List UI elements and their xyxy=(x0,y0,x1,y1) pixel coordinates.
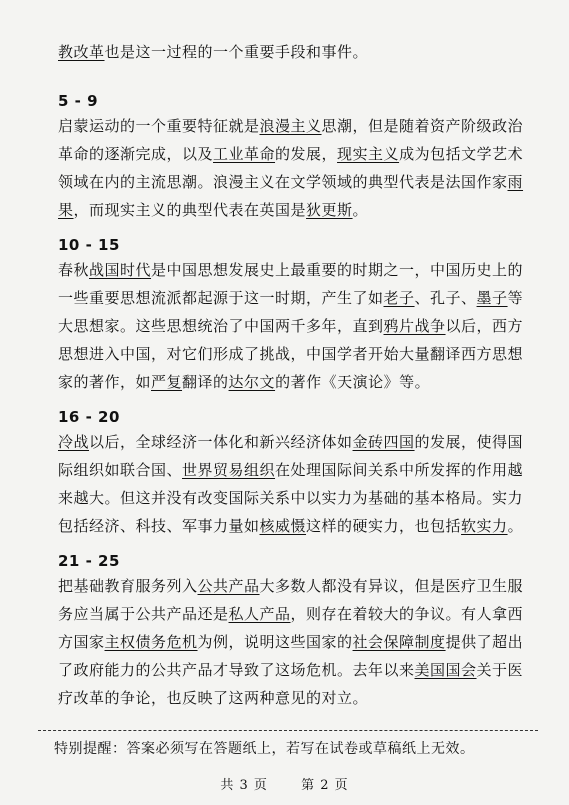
intro-term-1: 教改革 xyxy=(58,43,105,61)
s1-term-1: 浪漫主义 xyxy=(259,117,322,135)
s3-text-2: 的发展，使得国际组织如联合国、 xyxy=(58,433,524,479)
footer-total-pages: 共 3 页 xyxy=(220,778,268,793)
s3-text-4: 这样的硬实力，也包括 xyxy=(306,517,462,535)
s2-text-5: 以后，西方思想进入中国，对它们形成了挑战，中国学者开始大量翻译西方思想家的著作，如 xyxy=(58,317,524,391)
s3-term-3: 世界贸易组织 xyxy=(182,461,276,479)
special-notice: 特别提醒：答案必须写在答题纸上，若写在试卷或草稿纸上无效。 xyxy=(54,741,475,757)
s3-text-1: 以后，全球经济一体化和新兴经济体如 xyxy=(89,433,353,451)
section-range-10-15: 10 - 15 xyxy=(58,236,120,254)
s4-text-2: 大多数人都没有异议，但是医疗卫生服务应当属于公共产品还是 xyxy=(58,577,524,623)
section-range-5-9: 5 - 9 xyxy=(58,92,99,110)
s4-text-5: 提供了超出了政府能力的公共产品才导致了这场危机。去年以来 xyxy=(58,633,524,679)
s2-term-5: 严复 xyxy=(151,373,183,391)
s1-term-2: 工业革命 xyxy=(213,145,276,163)
s2-text-6: 翻译的 xyxy=(182,373,229,391)
s4-term-2: 私人产品 xyxy=(228,605,291,623)
s2-text-2: 是中国思想发展史上最重要的时期之一，中国历史上的一些重要思想流派都起源于这一时期，产生了如 xyxy=(58,261,524,307)
dashed-separator xyxy=(38,730,538,731)
s2-text-7: 的著作《天演论》等。 xyxy=(275,373,431,391)
s2-term-3: 墨子 xyxy=(476,289,508,307)
s3-term-1: 冷战 xyxy=(58,433,90,451)
s1-text-6: 。 xyxy=(352,201,369,219)
s1-term-3: 现实主义 xyxy=(337,145,400,163)
intro-text-1: 也是这一过程的一个重要手段和事件。 xyxy=(104,43,369,61)
s2-text-4: 等大思想家。这些思想统治了中国两千多年，直到 xyxy=(58,289,524,335)
section-10-15-paragraph xyxy=(58,256,536,396)
section-range-16-20: 16 - 20 xyxy=(58,408,120,426)
s3-text-5: 。 xyxy=(507,517,524,535)
s2-term-4: 鸦片战争 xyxy=(383,317,446,335)
s1-text-1: 启蒙运动的一个重要特征就是 xyxy=(58,117,260,135)
s4-text-4: 为例，说明这些国家的 xyxy=(197,633,353,651)
section-5-9-paragraph xyxy=(58,112,536,224)
s4-text-1: 把基础教育服务列入 xyxy=(58,577,198,595)
s4-term-5: 美国国会 xyxy=(414,661,477,679)
s1-text-4: 成为包括文学艺术领域在内的主流思潮。浪漫主义在文学领域的典型代表是法国作家 xyxy=(58,145,524,191)
s4-term-1: 公共产品 xyxy=(197,577,260,595)
section-range-21-25: 21 - 25 xyxy=(58,552,120,570)
s3-text-3: 在处理国际间关系中所发挥的作用越来越大。但这并没有改变国际关系中以实力为基础的基本格局。实力包括经济、科技、军事力量如 xyxy=(58,461,524,535)
s1-term-4: 雨果 xyxy=(58,173,524,219)
s1-term-5: 狄更斯 xyxy=(306,201,353,219)
intro-paragraph xyxy=(58,38,536,66)
s4-term-4: 社会保障制度 xyxy=(352,633,446,651)
s1-text-5: ，而现实主义的典型代表在英国是 xyxy=(73,201,307,219)
page-footer xyxy=(0,774,569,793)
s3-term-5: 软实力 xyxy=(461,517,508,535)
section-16-20-paragraph xyxy=(58,428,536,540)
s3-term-2: 金砖四国 xyxy=(352,433,415,451)
s1-text-2: 思潮，但是随着资产阶级政治革命的逐渐完成，以及 xyxy=(58,117,524,163)
footer-page-number: 第 2 页 xyxy=(301,778,349,793)
s1-text-3: 的发展， xyxy=(275,145,338,163)
s3-term-4: 核威慑 xyxy=(259,517,307,535)
s4-term-3: 主权债务危机 xyxy=(104,633,198,651)
s2-term-2: 老子 xyxy=(383,289,415,307)
s4-text-6: 关于医疗改革的争论，也反映了这两种意见的对立。 xyxy=(58,661,524,707)
s4-text-3: ，则存在着较大的争议。有人拿西方国家 xyxy=(58,605,524,651)
s2-text-3: 、孔子、 xyxy=(414,289,477,307)
s2-term-1: 战国时代 xyxy=(89,261,152,279)
s2-text-1: 春秋 xyxy=(58,261,90,279)
s2-term-6: 达尔文 xyxy=(228,373,276,391)
section-21-25-paragraph xyxy=(58,572,536,712)
